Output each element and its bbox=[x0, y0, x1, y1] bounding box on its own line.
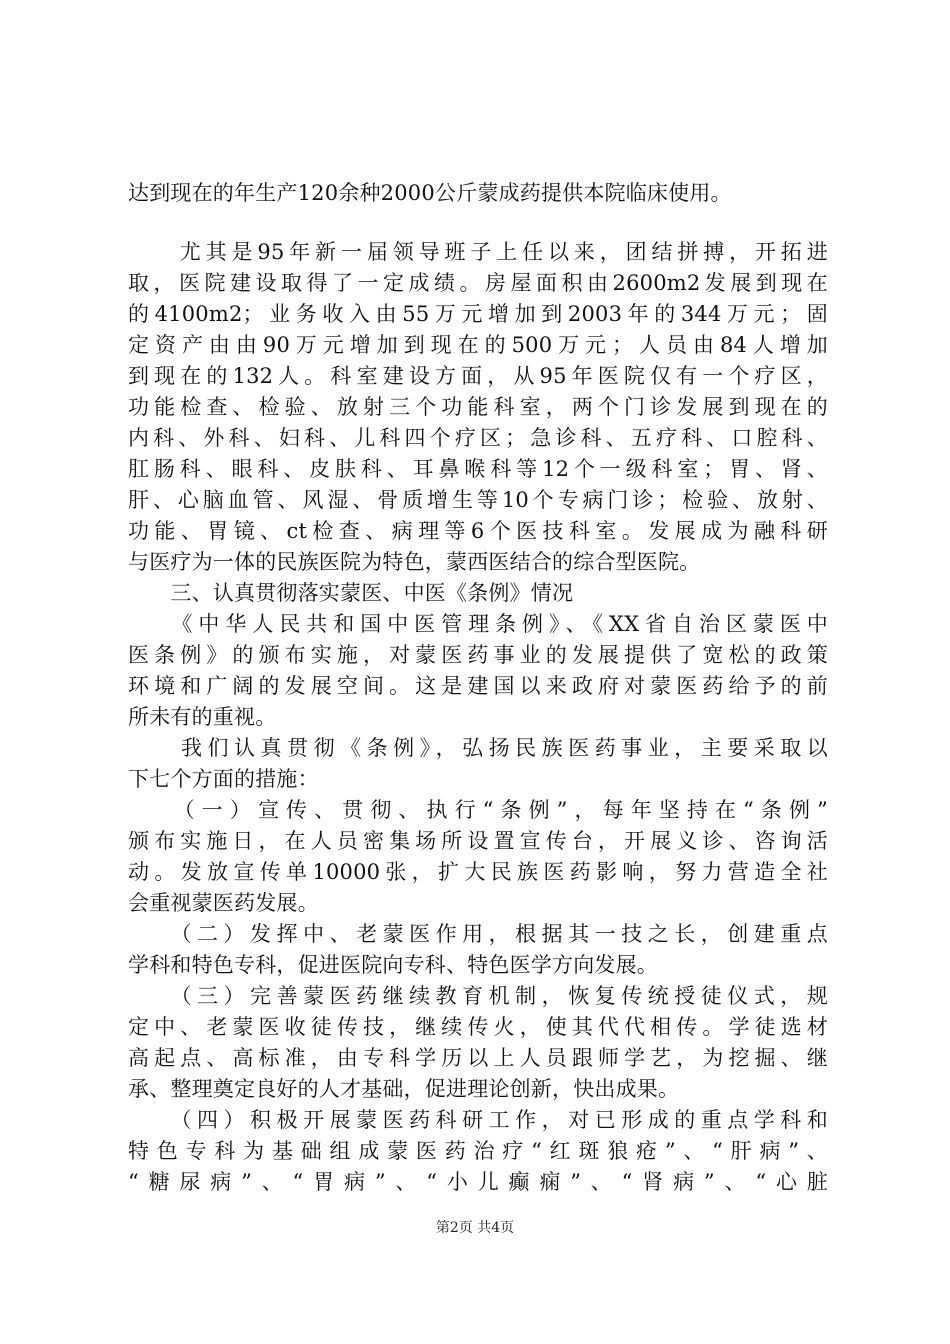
paragraph-line: 颁布实施日，在人员密集场所设置宣传台，开展义诊、咨询活 bbox=[128, 829, 828, 853]
paragraph-line: 定资产由由90万元增加到现在的500万元；人员由84人增加 bbox=[128, 333, 828, 357]
paragraph-line: 会重视蒙医药发展。 bbox=[128, 891, 319, 915]
paragraph-line: 学科和特色专科，促进医院向专科、特色医学方向发展。 bbox=[128, 953, 658, 977]
paragraph-line: 《中华人民共和国中医管理条例》、《XX省自治区蒙医中 bbox=[128, 612, 828, 636]
paragraph-line: 动。发放宣传单10000张，扩大民族医药影响，努力营造全社 bbox=[128, 860, 828, 884]
document-main-text bbox=[128, 237, 828, 1198]
paragraph-line: （三）完善蒙医药继续教育机制，恢复传统授徒仪式，规 bbox=[128, 984, 828, 1008]
paragraph-gap bbox=[128, 209, 828, 237]
document-body bbox=[128, 178, 828, 1198]
paragraph-line: 医条例》的颁布实施，对蒙医药事业的发展提供了宽松的政策 bbox=[128, 643, 828, 667]
paragraph-line: 尤其是95年新一届领导班子上任以来，团结拼搏，开拓进 bbox=[128, 240, 828, 264]
paragraph-line: 到现在的132人。科室建设方面，从95年医院仅有一个疗区， bbox=[128, 364, 828, 388]
paragraph-line: 肝、心脑血管、风湿、骨质增生等10个专病门诊；检验、放射、 bbox=[128, 488, 828, 512]
paragraph-line: 特色专科为基础组成蒙医药治疗“红斑狼疮”、“肝病”、 bbox=[128, 1139, 828, 1163]
paragraph-line: 承、整理奠定良好的人才基础，促进理论创新，快出成果。 bbox=[128, 1077, 680, 1101]
paragraph-line: 高起点、高标准，由专科学历以上人员跟师学艺，为挖掘、继 bbox=[128, 1046, 828, 1070]
paragraph-line: 与医疗为一体的民族医院为特色，蒙西医结合的综合型医院。 bbox=[128, 550, 701, 574]
paragraph-line: （一）宣传、贯彻、执行“条例”，每年坚持在“条例” bbox=[128, 798, 828, 822]
paragraph-line: （四）积极开展蒙医药科研工作，对已形成的重点学科和 bbox=[128, 1108, 828, 1132]
paragraph-line: 我们认真贯彻《条例》，弘扬民族医药事业，主要采取以 bbox=[128, 736, 828, 760]
paragraph-line: 三、认真贯彻落实蒙医、中医《条例》情况 bbox=[128, 581, 574, 605]
paragraph-line: 达到现在的年生产120余种2000公斤蒙成药提供本院临床使用。 bbox=[128, 181, 732, 205]
page-footer: 第2页 共4页 bbox=[435, 1220, 515, 1236]
paragraph-line: 的4100m2；业务收入由55万元增加到2003年的344万元；固 bbox=[128, 302, 828, 326]
paragraph-line: （二）发挥中、老蒙医作用，根据其一技之长，创建重点 bbox=[128, 922, 828, 946]
paragraph-line: 所未有的重视。 bbox=[128, 705, 277, 729]
paragraph-line: 定中、老蒙医收徒传技，继续传火，使其代代相传。学徒选材 bbox=[128, 1015, 828, 1039]
paragraph-line: 功能、胃镜、ct检查、病理等6个医技科室。发展成为融科研 bbox=[128, 519, 828, 543]
paragraph-line: 下七个方面的措施： bbox=[128, 767, 319, 791]
paragraph-line: 内科、外科、妇科、儿科四个疗区；急诊科、五疗科、口腔科、 bbox=[128, 426, 828, 450]
paragraph-line: 肛肠科、眼科、皮肤科、耳鼻喉科等12个一级科室；胃、肾、 bbox=[128, 457, 828, 481]
paragraph-line: 取，医院建设取得了一定成绩。房屋面积由2600m2发展到现在 bbox=[128, 271, 828, 295]
paragraph-line: “糖尿病”、“胃病”、“小儿癫痫”、“肾病”、“心脏 bbox=[128, 1170, 828, 1194]
paragraph-line: 环境和广阔的发展空间。这是建国以来政府对蒙医药给予的前 bbox=[128, 674, 828, 698]
paragraph-line: 功能检查、检验、放射三个功能科室，两个门诊发展到现在的 bbox=[128, 395, 828, 419]
